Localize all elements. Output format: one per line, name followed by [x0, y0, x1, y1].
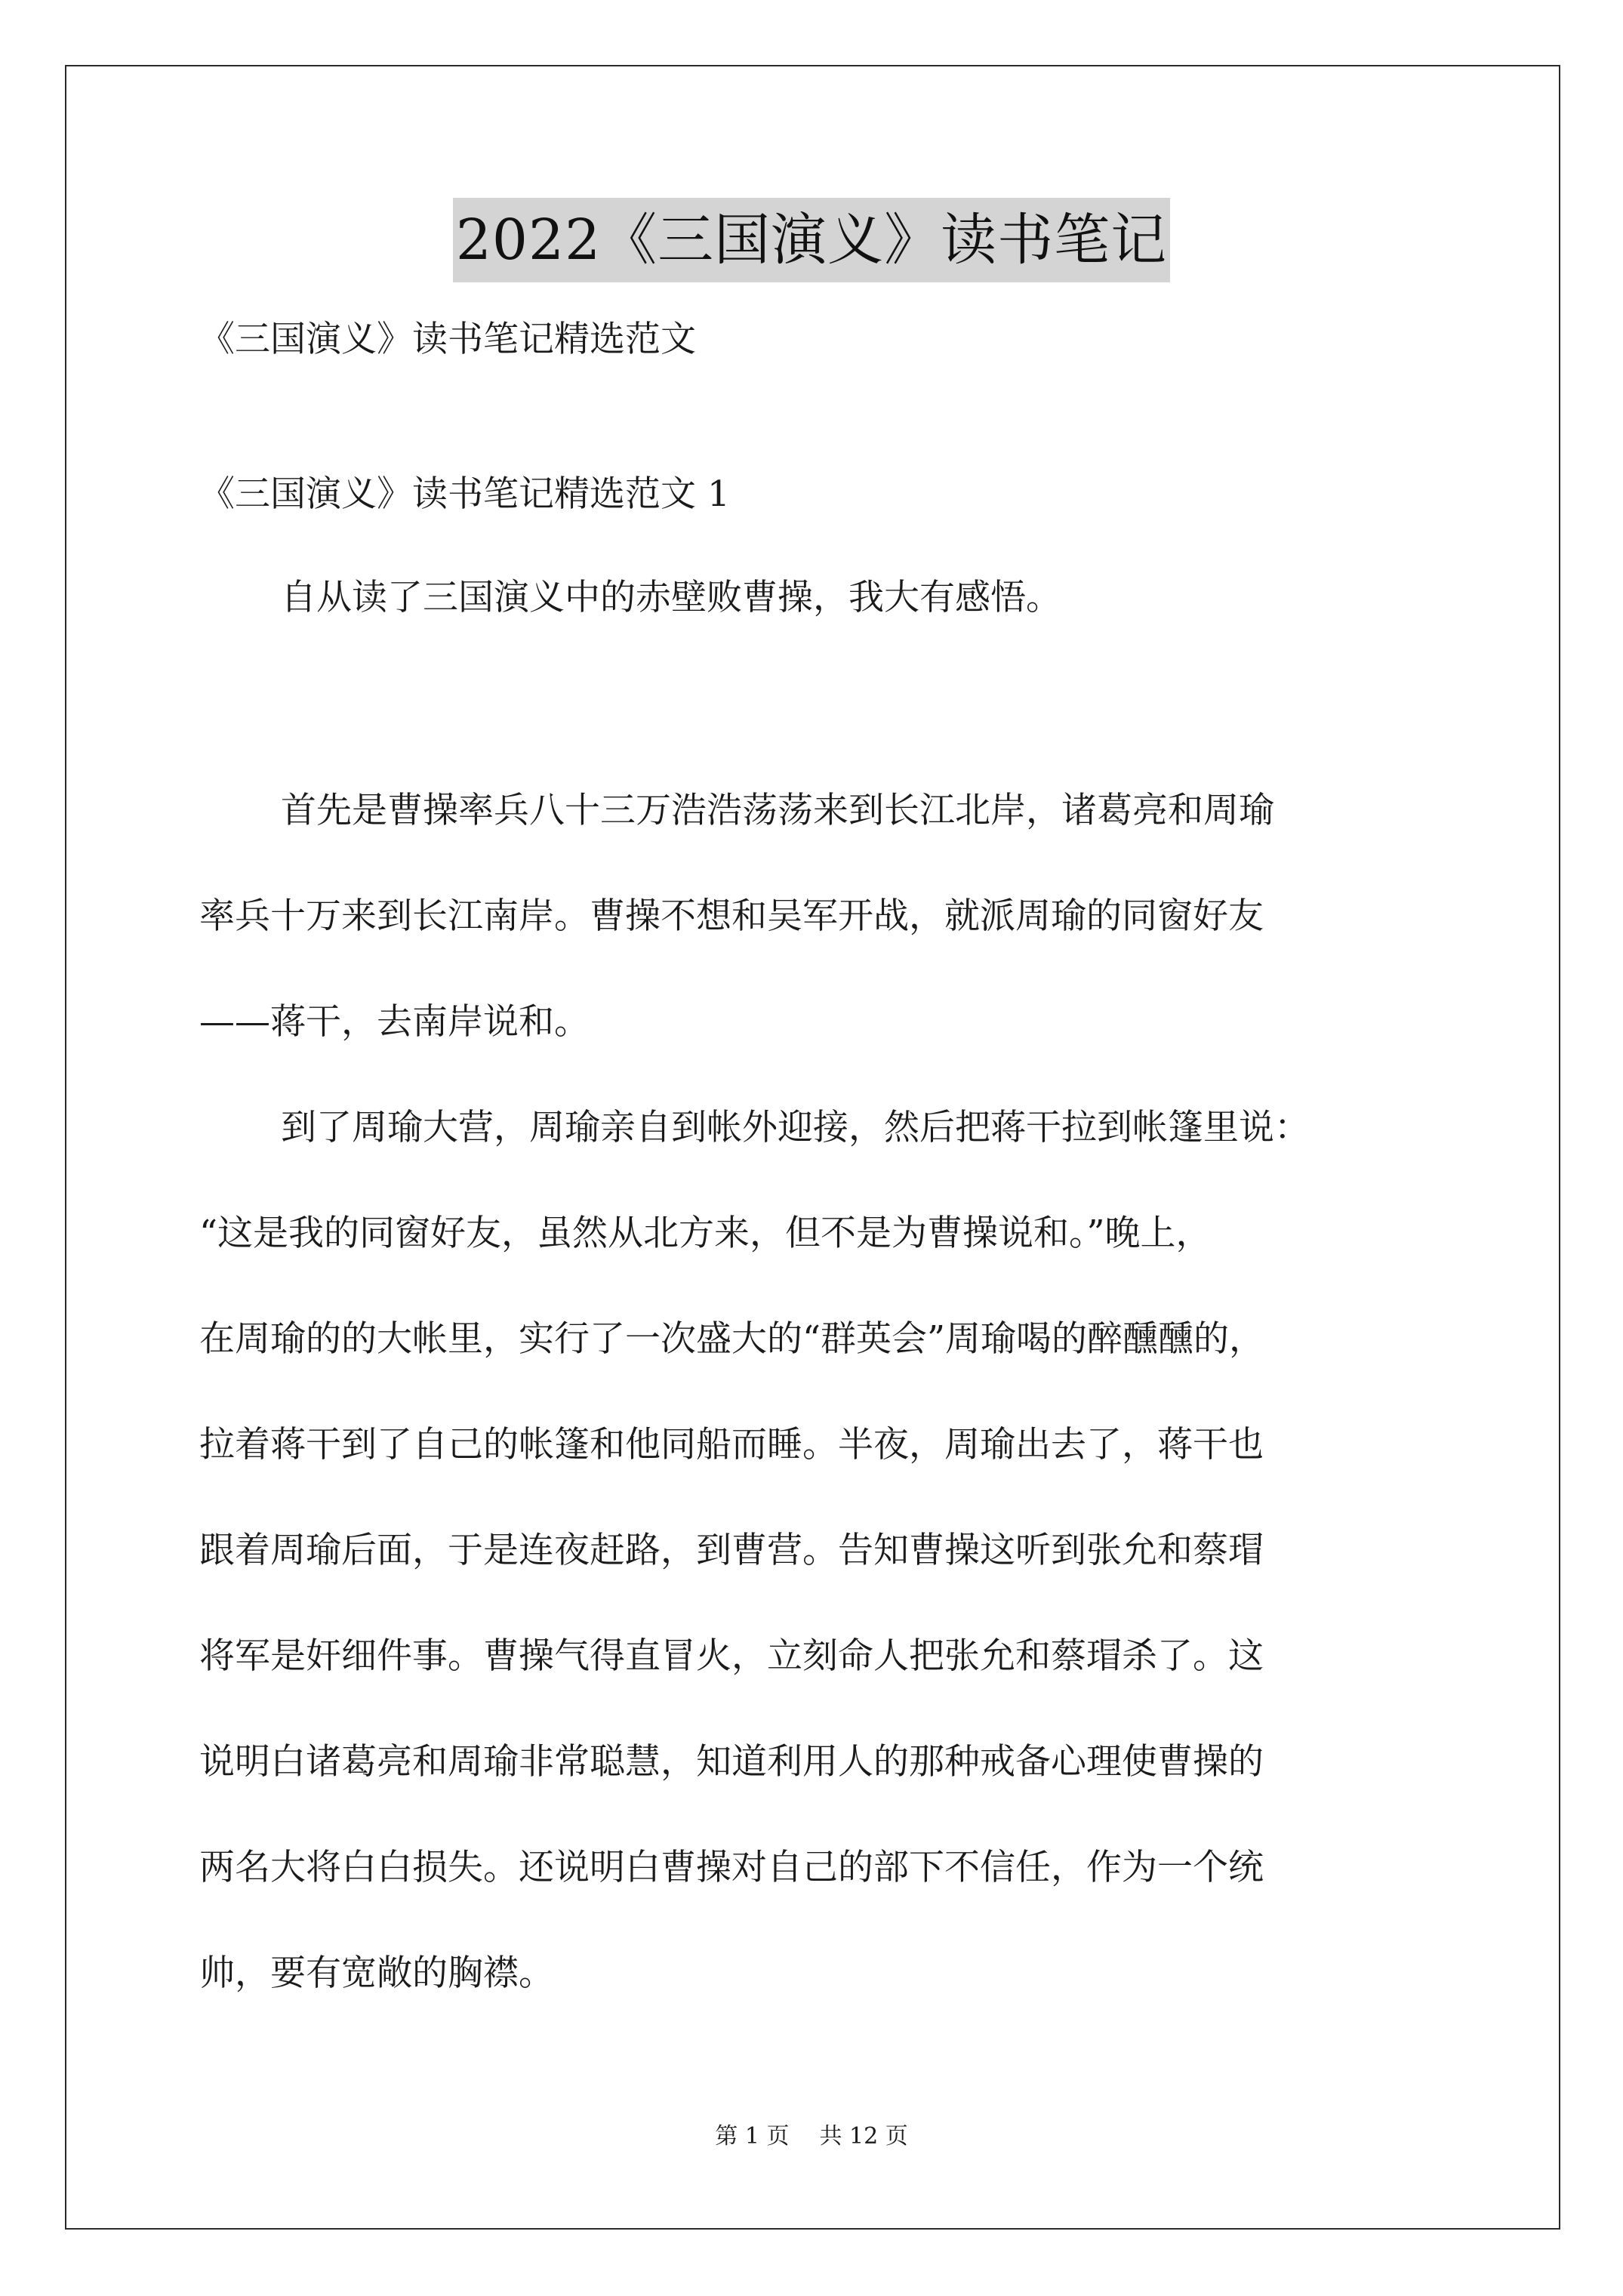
page-total: 共 12 页	[819, 2123, 908, 2150]
subtitle-line: 《三国演义》读书笔记精选范文	[199, 319, 696, 360]
page-footer	[0, 2122, 1623, 2152]
paragraph-line: 跟着周瑜后面，于是连夜赶路，到曹营。告知曹操这听到张允和蔡瑁	[199, 1530, 1264, 1571]
paragraph-line: 帅，要有宽敞的胸襟。	[199, 1952, 554, 1994]
title-block	[0, 198, 1623, 282]
paragraph-line: 在周瑜的的大帐里，实行了一次盛大的“群英会”周瑜喝的醉醺醺的，	[199, 1318, 1265, 1360]
paragraph-line: 率兵十万来到长江南岸。曹操不想和吴军开战，就派周瑜的同窗好友	[199, 895, 1264, 937]
paragraph-line: 说明白诸葛亮和周瑜非常聪慧，知道利用人的那种戒备心理使曹操的	[199, 1741, 1264, 1783]
paragraph-line: ——蒋干，去南岸说和。	[199, 1001, 590, 1043]
document-title: 2022《三国演义》读书笔记	[453, 198, 1170, 282]
page-number: 第 1 页	[715, 2123, 790, 2150]
paragraph-line: 将军是奸细件事。曹操气得直冒火，立刻命人把张允和蔡瑁杀了。这	[199, 1635, 1264, 1677]
paragraph-line: 自从读了三国演义中的赤壁败曹操，我大有感悟。	[281, 577, 1061, 618]
paragraph-line: 拉着蒋干到了自己的帐篷和他同船而睡。半夜，周瑜出去了，蒋干也	[199, 1424, 1264, 1465]
paragraph-line: 两名大将白白损失。还说明白曹操对自己的部下不信任，作为一个统	[199, 1847, 1264, 1888]
paragraph-line: 首先是曹操率兵八十三万浩浩荡荡来到长江北岸，诸葛亮和周瑜	[281, 790, 1274, 831]
subtitle-line-numbered: 《三国演义》读书笔记精选范文 1	[199, 473, 730, 515]
paragraph-line: “这是我的同窗好友，虽然从北方来，但不是为曹操说和。”晚上，	[199, 1213, 1212, 1254]
paragraph-line: 到了周瑜大营，周瑜亲自到帐外迎接，然后把蒋干拉到帐篷里说：	[281, 1107, 1310, 1148]
